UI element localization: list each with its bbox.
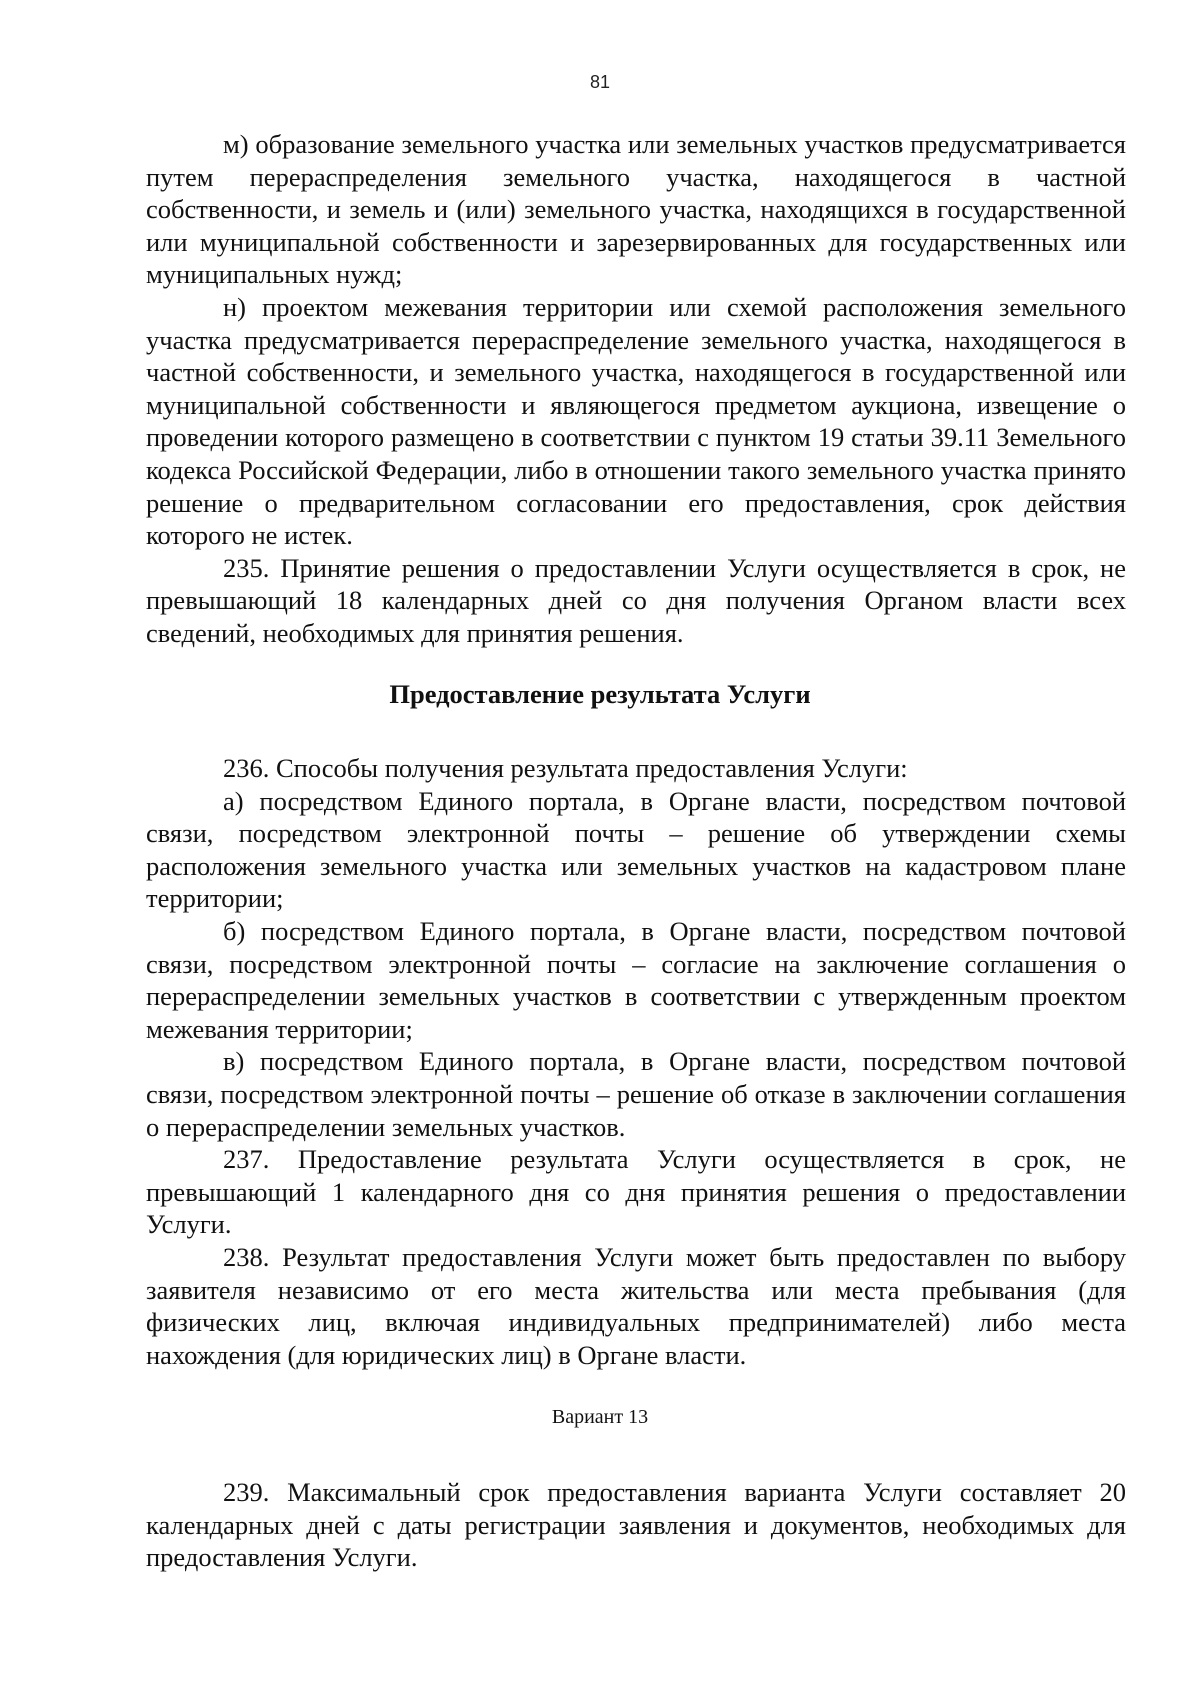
paragraph-236-b: б) посредством Единого портала, в Органе власти, посредством почтовой связи, посредством электронной почты – согласие на заключение соглашения о перераспределении земельных участков в соответствии с утвержденным проектом межевания территории; [146,915,1126,1044]
paragraph-238: 238. Результат предоставления Услуги может быть предоставлен по выбору заявителя независимо от его места жительства или места пребывания (для физических лиц, включая индивидуальных предпринимателей) либо места нахождения (для юридических лиц) в Органе власти. [146,1241,1126,1370]
paragraph-m: м) образование земельного участка или земельных участков предусматривается путем перераспределения земельного участка, находящегося в частной собственности, и земель и (или) земельного участка, находящихся в государственной или муниципальной собственности и зарезервированных для государственных или муниципальных нужд; [146,129,1126,290]
paragraph-n: н) проектом межевания территории или схемой расположения земельного участка предусматривается перераспределение земельного участка, находящегося в частной собственности, и земельного участка, находящегося в государственной или муниципальной собственности и являющегося предметом аукциона, извещение о проведении которого размещено в соответствии с пунктом 19 статьи 39.11 Земельного кодекса Российской Федерации, либо в отношении такого земельного участка принято решение о предварительном согласовании его предоставления, срок действия которого не истек. [146,291,1126,551]
paragraph-237: 237. Предоставление результата Услуги осуществляется в срок, не превышающий 1 календарного дня со дня принятия решения о предоставлении Услуги. [146,1144,1126,1240]
section-heading: Предоставление результата Услуги [389,679,811,709]
paragraph-236-a: а) посредством Единого портала, в Органе власти, посредством почтовой связи, посредством электронной почты – решение об утверждении схемы расположения земельного участка или земельных участков на кадастровом плане территории; [146,785,1126,914]
paragraph-236: 236. Способы получения результата предоставления Услуги: [223,753,908,783]
paragraph-239: 239. Максимальный срок предоставления варианта Услуги составляет 20 календарных дней с даты регистрации заявления и документов, необходимых для предоставления Услуги. [146,1477,1126,1573]
variant-heading: Вариант 13 [551,1406,649,1428]
text-block-top [146,128,1126,650]
paragraph-235: 235. Принятие решения о предоставлении Услуги осуществляется в срок, не превышающий 18 календарных дней со дня получения Органом власти всех сведений, необходимых для принятия решения. [146,552,1126,648]
paragraph-236-v: в) посредством Единого портала, в Органе власти, посредством почтовой связи, посредством электронной почты – решение об отказе в заключении соглашения о перераспределении земельных участков. [146,1046,1126,1142]
text-block-bottom [146,1476,1126,1574]
text-block-middle [146,752,1126,1371]
page-number: 81 [589,72,611,92]
